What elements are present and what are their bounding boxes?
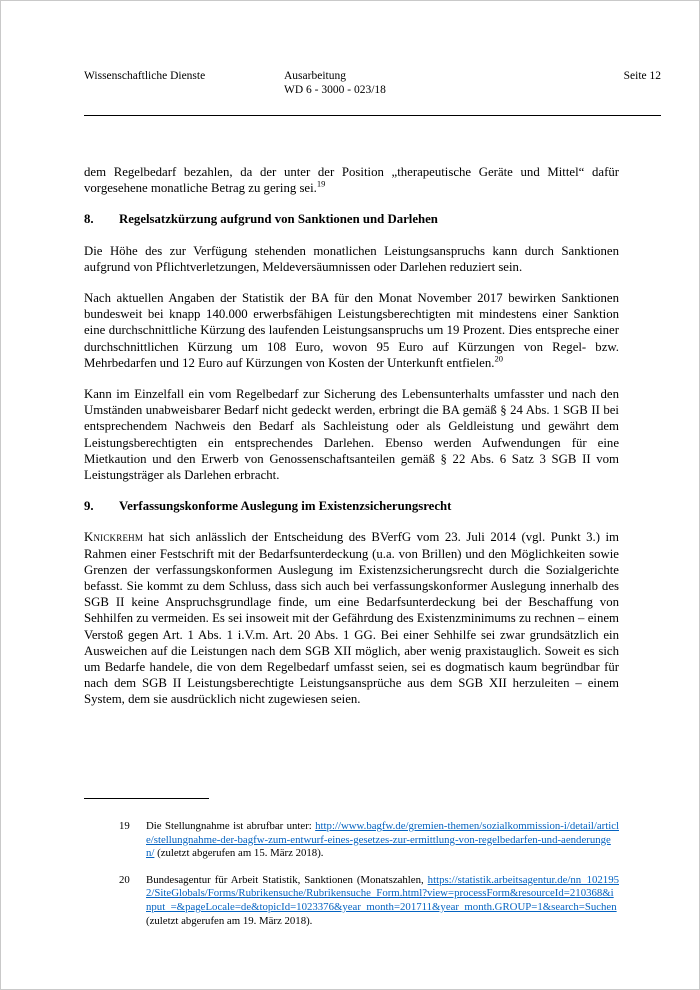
- footnote-ref-20: 20: [494, 353, 503, 364]
- footnote-20-pre: Bundesagentur für Arbeit Statistik, Sanktionen (Monatszahlen,: [146, 873, 428, 886]
- footnote-20-post: (zuletzt abgerufen am 19. März 2018).: [146, 914, 313, 927]
- paragraph-knickrehm-text: hat sich anlässlich der Entscheidung des BVerfG vom 23. Juli 2014 (vgl. Punkt 3.) im Rahmen einer Festschrift mit der Bedarfsunterdeckung (u.a. von Brillen) und den Möglichkeiten sowie Grenzen der verfassungskonformen Auslegung im Existenzsicherungsrecht durch die Sozialgerichte befasst. Sie kommt zu dem Schluss, dass sich auch bei verfassungskonformer Auslegung innerhalb des SGB II keine Anspruchsgrundlage finde, um eine Bedarfsunterdeckung bei der Beschaffung von Sehhilfen zu vermeiden. Es sei insoweit mit der Gefährdung des Existenzminimums zu rechnen – einem Verstoß gegen Art. 1 Abs. 1 i.V.m. Art. 20 Abs. 1 GG. Bei einer Sehhilfe sei zwar grundsätzlich ein Ausweichen auf die Leistungen nach dem SGB XII möglich, aber wenig praxistauglich. Soweit es sich um Bedarfe handele, die von dem Regelbedarf umfasst seien, sei es dogmatisch kaum begründbar für nach dem SGB II Leistungsberechtigte Leistungsansprüche aus dem SGB XII herzuleiten – einem System, dem sie ausdrücklich nicht zugewiesen seien.: [84, 530, 619, 707]
- page-header: [84, 69, 661, 109]
- section-9-title: Verfassungskonforme Auslegung im Existenzsicherungsrecht: [119, 499, 452, 514]
- footnote-area: [84, 798, 619, 941]
- footnote-separator: [84, 798, 209, 799]
- author-name-smallcaps: Knickrehm: [84, 530, 144, 545]
- paragraph-sanctions-2-text: Nach aktuellen Angaben der Statistik der BA für den Monat November 2017 bewirken Sanktionen bundesweit bei knapp 140.000 erwerbsfähigen Leistungsberechtigten mit mindestens einer Sanktion eine durchschnittliche Kürzung des laufenden Leistungsanspruchs um 19 Prozent. Dies entspreche einer durchschnittlichen Kürzung um 108 Euro, wovon 95 Euro auf Kürzungen von Regel- bzw. Mehrbedarfen und 12 Euro auf Kürzungen von Kosten der Unterkunft entfielen.: [84, 291, 619, 370]
- footnote-20-link[interactable]: https://statistik.arbeitsagentur.de/nn_1021952/SiteGlobals/Forms/Rubrikensuche/Rubrikensuche_Form.html?view=processForm&resourceId=210368&input_=&pageLocale=de&topicId=1023376&year_month=201711&year_month.GROUP=1&search=Suchen: [146, 873, 619, 913]
- header-page-number: Seite 12: [623, 70, 661, 82]
- header-rule: [84, 115, 661, 116]
- header-doc-type: Ausarbeitung: [284, 70, 346, 82]
- header-doc-number: WD 6 - 3000 - 023/18: [284, 84, 386, 96]
- footnote-19-pre: Die Stellungnahme ist abrufbar unter:: [146, 820, 316, 832]
- footnote-19-link[interactable]: http://www.bagfw.de/gremien-themen/sozialkommission-i/detail/article/stellungnahme-der-bagfw-zum-entwurf-eines-gesetzes-zur-ermittlung-von-regelbedarfen-und-aenderungen/: [146, 820, 619, 860]
- footnote-20: [84, 874, 619, 928]
- document-body: [84, 164, 619, 723]
- paragraph-knickrehm: [84, 529, 619, 707]
- section-heading-8: [84, 211, 619, 227]
- footnote-20-number: 20: [119, 873, 130, 886]
- footnote-19: [84, 820, 619, 861]
- section-8-title: Regelsatzkürzung aufgrund von Sanktionen und Darlehen: [119, 212, 438, 227]
- section-9-number: 9.: [84, 499, 94, 514]
- paragraph-intro: [84, 164, 619, 196]
- footnote-20-text: [146, 874, 619, 928]
- paragraph-intro-text: dem Regelbedarf bezahlen, da der unter der Position „therapeutische Geräte und Mittel“ dafür vorgesehene monatliche Betrag zu gering sei.: [84, 165, 619, 196]
- footnote-19-number: 19: [119, 820, 130, 832]
- section-heading-9: [84, 498, 619, 514]
- paragraph-sanctions-1: Die Höhe des zur Verfügung stehenden monatlichen Leistungsanspruchs kann durch Sanktionen aufgrund von Pflichtverletzungen, Meldeversäumnissen oder Darlehen reduziert sein.: [84, 243, 619, 274]
- footnote-19-post: (zuletzt abgerufen am 15. März 2018).: [154, 847, 324, 860]
- footnote-19-text: [146, 820, 619, 861]
- paragraph-sanctions-3: Kann im Einzelfall ein vom Regelbedarf zur Sicherung des Lebensunterhalts umfasster und nach den Umständen unabweisbarer Bedarf nicht gedeckt werden, erbringt die BA gemäß § 24 Abs. 1 SGB II bei entsprechendem Nachweis den Bedarf als Sachleistung oder als Geldleistung und gewährt dem Leistungsberechtigten ein entsprechendes Darlehen. Ebenso werden Aufwendungen für eine Mietkaution und den Erwerb von Genossenschaftsanteilen gemäß § 22 Abs. 6 Satz 3 SGB II vom Leistungsträger als Darlehen erbracht.: [84, 387, 619, 483]
- paragraph-sanctions-2: [84, 290, 619, 371]
- section-8-number: 8.: [84, 212, 94, 227]
- footnote-ref-19: 19: [316, 178, 326, 189]
- header-org-name: Wissenschaftliche Dienste: [84, 70, 206, 82]
- header-doc-info: [284, 69, 386, 97]
